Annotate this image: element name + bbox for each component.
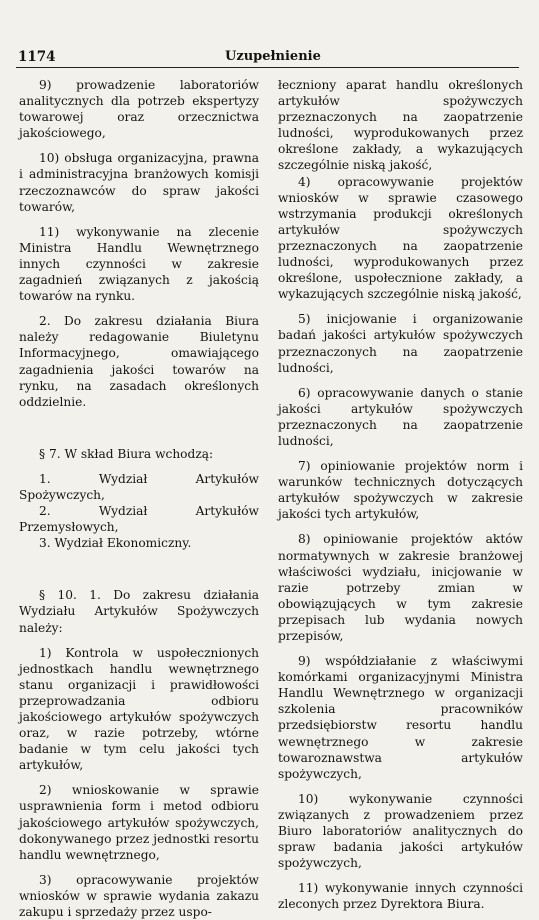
item-11-minister-tasks: 11) wykonywanie na zlecenie Ministra Handlu Wewnętrznego innych czynności w zakresie zagadnień związanych z jakością towarów na rynku. — [19, 224, 259, 304]
item-8-regulations-opinion: 8) opiniowanie projektów aktów normatywnych w zakresie branżowej właściwości wydziału, inicjowanie w razie potrzeby zmian w obowiązujących w tym zakresie przepisach lub wydania nowych przepisów, — [278, 532, 523, 643]
item-1-control: 1) Kontrola w uspołecznionych jednostkach handlu wewnętrznego stanu organizacji i prawidłowości przeprowadzania odbioru jakościowego artykułów spożywczych oraz, w razie potrzeby, wtórne badanie w tym celu jakości tych artykułów, — [19, 645, 259, 773]
running-title: Uzupełnienie — [225, 49, 321, 64]
item-9-training-cooperation: 9) współdziałanie z właściwymi komórkami organizacyjnymi Ministra Handlu Wewnętrznego w organizacji szkolenia pracowników przedsiębiorstw resortu handlu wewnętrznego w zakresie towaroznawstwa artykułów spożywczych, — [278, 654, 523, 781]
item-7-standards-opinion: 7) opiniowanie projektów norm i warunków technicznych dotyczących artykułów spożywczych w zakresie jakości tych artykułów, — [278, 459, 523, 522]
division-food-articles: 1. Wydział Artykułów Spożywczych, — [19, 471, 259, 502]
right-column — [278, 77, 523, 913]
item-2-proposals: 2) wnioskowanie w sprawie usprawnienia form i metod odbioru jakościowego artykułów spożywczych, dokonywanego przez jednostki resortu handlu wewnętrznego, — [19, 783, 259, 862]
item-6-quality-data: 6) opracowywanie danych o stanie jakości artykułów spożywczych przeznaczonych na zaopatrzenie ludności, — [278, 385, 523, 448]
item-9-laboratories: 9) prowadzenie laboratoriów analitycznych dla potrzeb ekspertyzy towarowej oraz orzecznictwa jakościowego, — [19, 78, 259, 141]
item-4-production-halt: 4) opracowywanie projektów wniosków w sprawie czasowego wstrzymania produkcji określonych artykułów spożywczych przeznaczonych na zaopatrzenie ludności, wyprodukowanych przez określone, uspołecznione zakłady, a wykazujących szczególnie niską jakość, — [278, 174, 523, 302]
item-10-laboratory-tasks: 10) wykonywanie czynności związanych z prowadzeniem przez Biuro laboratoriów analitycznych do spraw badania jakości artykułów spożywczych, — [278, 791, 523, 871]
item-3-continuation: łeczniony aparat handlu określonych artykułów spożywczych przeznaczonych na zaopatrzenie ludności, wyprodukowanych przez określone zakłady, a wykazujących szczególnie niską jakość, — [278, 78, 523, 173]
item-5-quality-testing: 5) inicjowanie i organizowanie badań jakości artykułów spożywczych przeznaczonych na zaopatrzenie ludności, — [278, 312, 523, 375]
item-11-other-tasks: 11) wykonywanie innych czynności zleconych przez Dyrektora Biura. — [278, 881, 523, 912]
division-economic: 3. Wydział Ekonomiczny. — [39, 536, 192, 551]
section-10-heading: § 10. 1. Do zakresu działania Wydziału Artykułów Spożywczych należy: — [19, 588, 259, 635]
paragraph-2-bulletin: 2. Do zakresu działania Biura należy redagowanie Biuletynu Informacyjnego, omawiającego zagadnienia jakości towarów na rynku, na zasadach określonych oddzielnie. — [19, 314, 259, 409]
item-10-commission-service: 10) obsługa organizacyjna, prawna i administracyjna branżowych komisji rzeczoznawców do spraw jakości towarów, — [19, 151, 259, 214]
section-7-heading: § 7. W skład Biura wchodzą: — [39, 446, 214, 461]
division-industrial-articles: 2. Wydział Artykułów Przemysłowych, — [19, 504, 259, 535]
item-3-purchase-ban: 3) opracowywanie projektów wniosków w sprawie wydania zakazu zakupu i sprzedaży przez uspo- — [19, 872, 259, 920]
page-number: 1174 — [18, 49, 56, 65]
header-rule — [16, 67, 519, 68]
left-column — [19, 77, 259, 920]
